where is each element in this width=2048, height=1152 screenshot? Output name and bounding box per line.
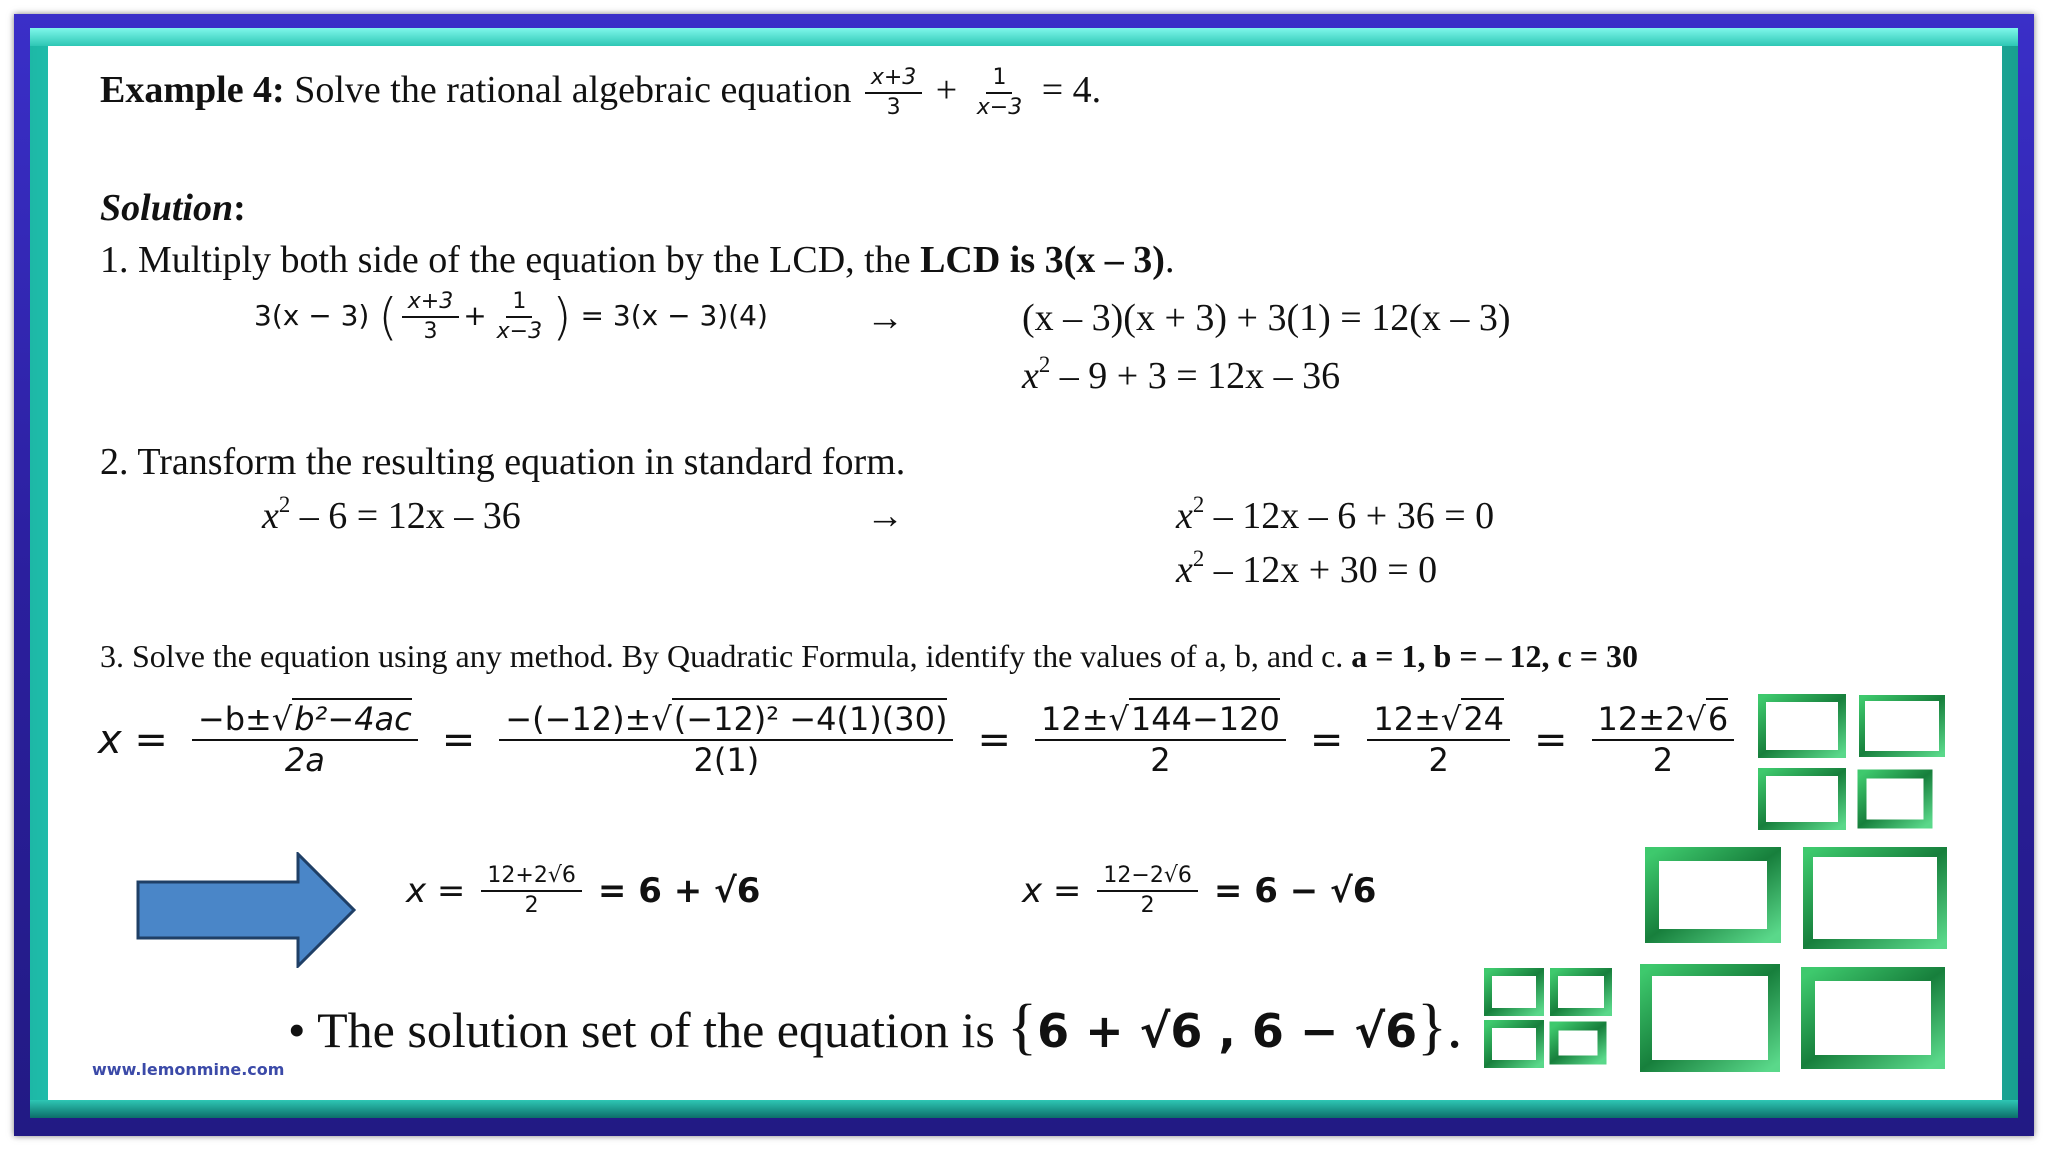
var-x: x	[1176, 495, 1193, 537]
formula-fraction-3	[1035, 702, 1286, 778]
root-value: = 6 − √6	[1213, 871, 1377, 912]
radicand: (−12)² −4(1)(30)	[673, 700, 948, 738]
step-3-text	[100, 638, 1638, 675]
step-2-text: 2. Transform the resulting equation in standard form.	[100, 441, 906, 483]
lhs-right: = 3(x − 3)(4)	[580, 299, 768, 332]
step-1-lcd: LCD is 3(x – 3)	[920, 239, 1165, 281]
exponent: 2	[278, 492, 291, 518]
step-2-result-1	[1176, 494, 1494, 538]
exponent: 2	[1192, 492, 1205, 518]
fraction-denominator: 2	[524, 893, 539, 919]
step-2-lhs	[262, 494, 521, 538]
step-3-instruction: 3. Solve the equation using any method. By Quadratic Formula, identify the values of a, b, and c.	[100, 638, 1352, 674]
root-fraction	[1097, 864, 1197, 918]
numerator-prefix: 12±2	[1597, 700, 1686, 738]
fraction-denominator: 3	[423, 319, 438, 344]
step-1-arrow: →	[866, 297, 904, 339]
root-lhs: x =	[406, 871, 466, 912]
numerator-prefix: 12±	[1373, 700, 1441, 738]
fraction-numerator: 12±√24	[1367, 702, 1510, 741]
expression: – 12x – 6 + 36 = 0	[1204, 495, 1495, 537]
set-open-brace: {	[1007, 993, 1038, 1061]
fraction-denominator: 2	[1150, 741, 1171, 780]
expression: – 12x + 30 = 0	[1204, 549, 1438, 591]
conclusion-text: The solution set of the equation is	[317, 1002, 1008, 1058]
numerator-prefix: −b±	[197, 700, 272, 738]
fraction-denominator: 2(1)	[693, 741, 760, 780]
fraction-numerator: −(−12)±√(−12)² −4(1)(30)	[499, 702, 953, 741]
root-value: = 6 + √6	[597, 871, 761, 912]
fraction-numerator: 1	[986, 66, 1012, 94]
equals-sign: =	[1309, 717, 1344, 764]
example-fraction-1	[865, 66, 922, 120]
expression: – 9 + 3 = 12x – 36	[1050, 355, 1341, 397]
equals-sign: =	[441, 717, 476, 764]
example-label: Example 4:	[100, 68, 285, 111]
conclusion	[288, 992, 1462, 1063]
exponent: 2	[1038, 352, 1051, 378]
example-heading	[100, 66, 1101, 120]
step-3-values: a = 1, b = – 12, c = 30	[1351, 638, 1638, 674]
fraction-numerator: 1	[506, 290, 532, 318]
lhs-fraction-1	[402, 290, 459, 344]
numerator-prefix: 12±	[1040, 700, 1109, 738]
radicand: b²−4ac	[294, 700, 412, 738]
open-paren: (	[378, 288, 398, 346]
fraction-denominator: 2	[1140, 893, 1155, 919]
solution-heading	[100, 186, 246, 230]
solution-set: 6 + √6 , 6 − √6	[1037, 1004, 1418, 1058]
watermark: www.lemonmine.com	[92, 1060, 285, 1079]
fraction-numerator: −b±√b²−4ac	[192, 702, 418, 741]
bullet: •	[288, 1002, 306, 1058]
var-x: x	[1176, 549, 1193, 591]
formula-lhs: x =	[98, 717, 168, 764]
step-1-text	[100, 238, 1174, 282]
step-2-result-2	[1176, 548, 1437, 592]
formula-fraction-1	[192, 702, 418, 778]
step-1-period: .	[1164, 239, 1175, 281]
numerator-prefix: −(−12)±	[505, 700, 652, 738]
formula-fraction-2	[499, 702, 953, 778]
fraction-numerator: 12−2√6	[1097, 864, 1197, 892]
solution-label: Solution	[100, 187, 234, 229]
radicand: 144−120	[1130, 700, 1280, 738]
root-2	[1022, 864, 1376, 918]
fraction-denominator: 2	[1652, 741, 1674, 780]
example-text: Solve the rational algebraic equation	[294, 68, 852, 111]
var-x: x	[1022, 355, 1039, 397]
fraction-denominator: 2	[1428, 741, 1449, 780]
radicand: 24	[1463, 700, 1505, 738]
fraction-denominator: x−3	[976, 95, 1023, 121]
right-arrow-icon	[136, 852, 358, 968]
step-1-result-1: (x – 3)(x + 3) + 3(1) = 12(x – 3)	[1022, 297, 1511, 339]
equals-sign: =	[977, 717, 1011, 764]
root-1	[406, 864, 760, 918]
lhs-factor: 3(x − 3)	[254, 299, 370, 332]
fraction-numerator: x+3	[402, 290, 459, 318]
close-paren: )	[552, 288, 572, 346]
fraction-numerator: x+3	[865, 66, 922, 94]
decorative-frames-icon	[1480, 690, 1950, 1080]
solution-colon: :	[233, 187, 246, 229]
radicand: 6	[1707, 700, 1729, 738]
fraction-denominator: 2a	[284, 741, 325, 780]
fraction-denominator: 3	[886, 95, 901, 121]
fraction-numerator: 12±√144−120	[1035, 702, 1286, 741]
var-x: x	[262, 495, 279, 537]
example-fraction-2	[971, 66, 1028, 120]
root-lhs: x =	[1022, 871, 1082, 912]
step-1-result-2	[1022, 354, 1340, 398]
equation-end: = 4.	[1041, 68, 1102, 111]
fraction-numerator: 12+2√6	[481, 864, 581, 892]
plus-sign: +	[935, 68, 958, 111]
fraction-numerator: 12±2√6	[1592, 702, 1735, 741]
root-fraction	[481, 864, 581, 918]
step-2-arrow: →	[866, 495, 904, 537]
equals-sign: =	[1534, 717, 1568, 764]
plus-sign: +	[463, 299, 487, 332]
exponent: 2	[1192, 546, 1205, 572]
lhs-fraction-2	[491, 290, 548, 344]
fraction-denominator: x−3	[496, 319, 543, 344]
step-1-lhs	[254, 288, 768, 346]
expression: – 6 = 12x – 36	[290, 495, 521, 537]
set-close-brace: }.	[1417, 993, 1463, 1061]
step-1-instruction: 1. Multiply both side of the equation by the LCD, the	[100, 239, 921, 281]
